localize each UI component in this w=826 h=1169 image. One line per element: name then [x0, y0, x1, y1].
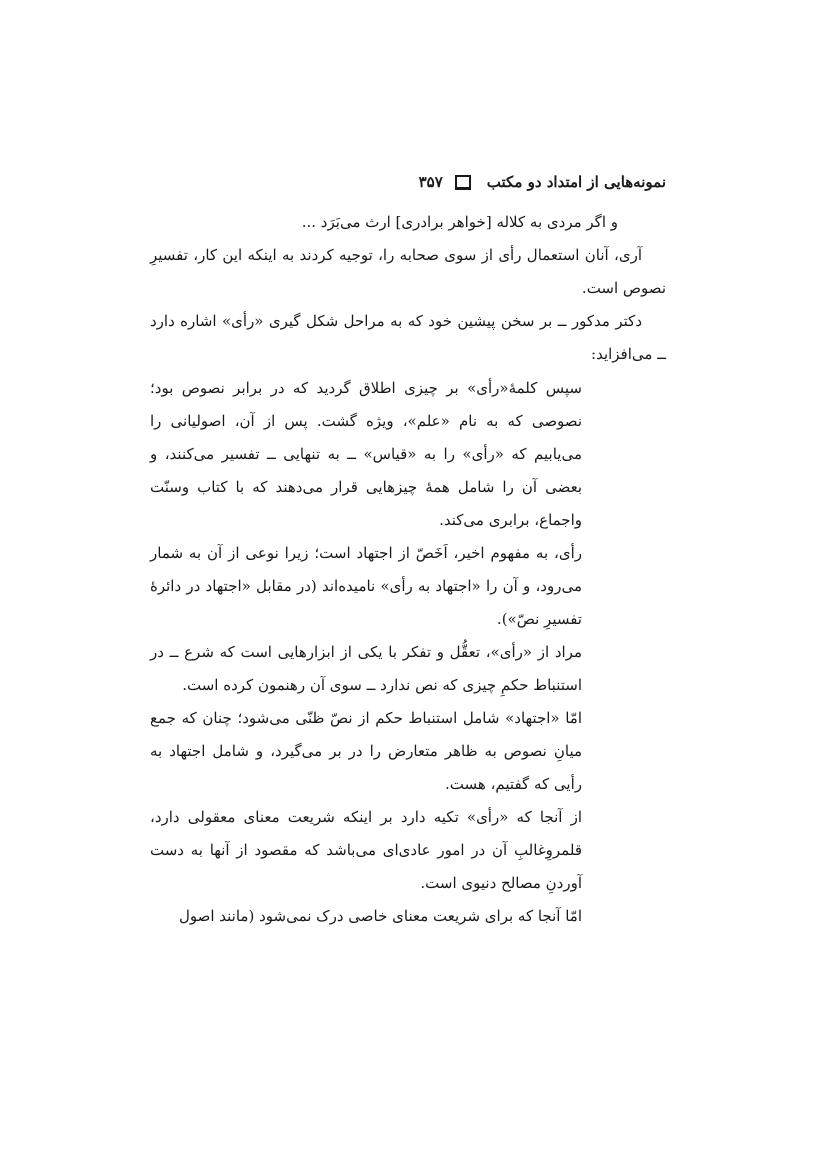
- quote-paragraph: سپس کلمهٔ«رأی» بر چیزی اطلاق گردید که در برابر نصوص بود؛ نصوصی که به نام «علم»، ویژه گشت. پس از آن، اصولیانی را می‌یابیم که «رأی» را به «قیاس» ــ به تنهایی ــ تفسیر می‌کنند، و بعضی آن را شامل همهٔ چیزهایی قرار می‌دهند که با کتاب وسنّت واجماع، برابری می‌کند.: [150, 379, 582, 529]
- chapter-title: نمونه‌هایی از امتداد دو مکتب: [486, 173, 666, 191]
- quote-paragraph: از آنجا که «رأی» تکیه دارد بر اینکه شریعت معنای معقولی دارد، قلمروِغالبِ آن در امور عادی‌ای می‌باشد که مقصود از آنها به دست آوردنِ مصالح دنیوی است.: [150, 808, 582, 892]
- running-head: [150, 170, 666, 194]
- quote-paragraph: امّا آنجا که برای شریعت معنای خاصی درک نمی‌شود (مانند اصول: [178, 907, 582, 925]
- quote-paragraph: امّا «اجتهاد» شامل استنباط حکم از نصّ ظنّی می‌شود؛ چنان که جمع میانِ نصوص به ظاهر متعارض را در بر می‌گیرد، و شامل اجتهاد به رأیی که گفتیم، هست.: [150, 709, 582, 793]
- paragraph: دکتر مدکور ــ بر سخن پیشین خود که به مراحل شکل گیری «رأی» اشاره دارد ــ می‌افزاید:: [150, 312, 666, 363]
- block-quote: [150, 372, 582, 933]
- quote-paragraph: مراد از «رأی»، تعقُّل و تفکر با یکی از ابزارهایی است که شرع ــ در استنباط حکمِ چیزی که نص ندارد ــ سوی آن رهنمون کرده است.: [150, 643, 582, 694]
- paragraph: آری، آنان استعمال رأی از سوی صحابه را، توجیه کردند به اینکه این کار، تفسیرِ نصوص است.: [150, 246, 666, 297]
- quote-paragraph: رأی، به مفهوم اخیر، اَخَصّ از اجتهاد است؛ زیرا نوعی از آن به شمار می‌رود، و آن را «اجتهاد به رأی» نامیده‌اند (در مقابل «اجتهاد در دائرهٔ تفسیرِ نصّ»).: [150, 544, 582, 628]
- square-ornament-icon: [455, 175, 471, 190]
- intro-text: [150, 206, 666, 371]
- page-number: ۳۵۷: [418, 173, 443, 191]
- verse-line: و اگر مردی به کلاله [خواهر برادری] ارث می‌بَرَد ...: [301, 213, 618, 231]
